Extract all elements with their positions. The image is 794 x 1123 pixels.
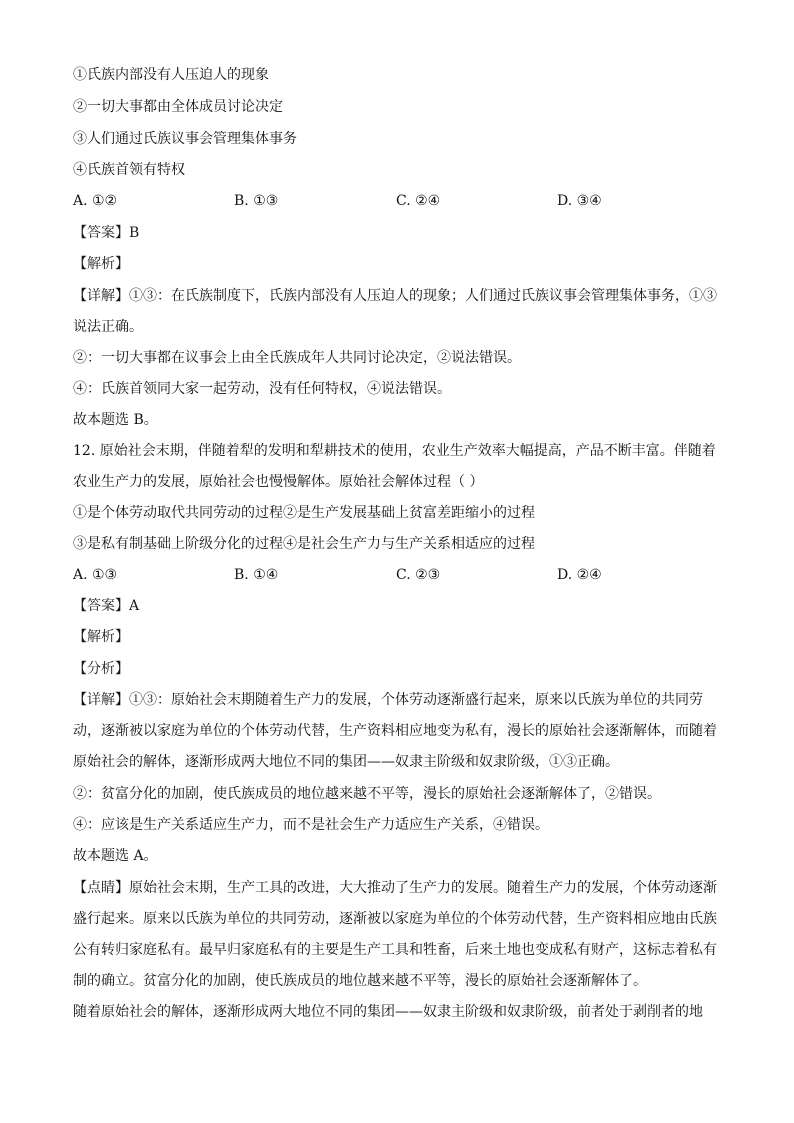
q11-detail-line-3: ②：一切大事都在议事会上由全氏族成年人共同讨论决定，②说法错误。 [73,350,521,366]
q12-detail-line-4: ②：贫富分化的加剧，使氏族成员的地位越来越不平等，漫长的原始社会逐渐解体了，②错误。 [73,786,661,802]
q12-detail-line-6: 故本题选 A。 [73,848,158,864]
q11-option-a: A. ①② [73,193,118,209]
q12-dianjing-line-4: 制的确立。贫富分化的加剧，使氏族成员的地位越来越不平等，漫长的原始社会逐渐解体了。 [73,973,647,989]
q11-detail-line-1: 【详解】①③：在氏族制度下，氏族内部没有人压迫人的现象；人们通过氏族议事会管理集体事务，①③ [73,288,717,304]
q12-dianjing-line-1: 【点睛】原始社会末期，生产工具的改进，大大推动了生产力的发展。随着生产力的发展，个体劳动逐渐 [73,880,717,896]
q12-dianjing-line-2: 盛行起来。原来以氏族为单位的共同劳动，逐渐被以家庭为单位的个体劳动代替，生产资料相应地由氏族 [73,911,717,927]
q12-statements-line-1: ①是个体劳动取代共同劳动的过程②是生产发展基础上贫富差距缩小的过程 [73,505,535,521]
q12-option-b: B. ①④ [234,567,279,583]
q12-fenxi-label: 【分析】 [73,661,129,677]
q12-detail-line-2: 动，逐渐被以家庭为单位的个体劳动代替，生产资料相应地变为私有，漫长的原始社会逐渐解体，而随着 [73,723,717,739]
q12-detail-line-1: 【详解】①③：原始社会末期随着生产力的发展，个体劳动逐渐盛行起来，原来以氏族为单位的共同劳 [73,692,703,708]
q12-statements-line-2: ③是私有制基础上阶级分化的过程④是社会生产力与生产关系相适应的过程 [73,536,535,552]
q12-answer: 【答案】A [73,598,140,614]
q11-detail-line-4: ④：氏族首领同大家一起劳动，没有任何特权，④说法错误。 [73,381,451,397]
q12-dianjing-line-5: 随着原始社会的解体，逐渐形成两大地位不同的集团——奴隶主阶级和奴隶阶级，前者处于剥削者的地 [73,1004,703,1020]
q12-stem-line-2: 农业生产力的发展，原始社会也慢慢解体。原始社会解体过程（ ） [73,474,484,490]
q11-statement-4: ④氏族首领有特权 [73,162,185,178]
q11-option-d: D. ③④ [557,193,602,209]
q12-stem-line-1: 12. 原始社会末期，伴随着犁的发明和犁耕技术的使用，农业生产效率大幅提高，产品不断丰富。伴随着 [73,443,716,459]
q11-statement-3: ③人们通过氏族议事会管理集体事务 [73,131,297,147]
q11-option-c: C. ②④ [396,193,441,209]
q11-statement-1: ①氏族内部没有人压迫人的现象 [73,67,269,83]
q11-detail-line-5: 故本题选 B。 [73,412,158,428]
q12-analysis-label: 【解析】 [73,629,129,645]
q12-option-a: A. ①③ [73,567,118,583]
q12-dianjing-line-3: 公有转归家庭私有。最早归家庭私有的主要是生产工具和牲畜，后来土地也变成私有财产，这标志着私有 [73,942,717,958]
q11-answer: 【答案】B [73,225,140,241]
q12-detail-line-3: 原始社会的解体，逐渐形成两大地位不同的集团——奴隶主阶级和奴隶阶级，①③正确。 [73,754,619,770]
q12-detail-line-5: ④：应该是生产关系适应生产力，而不是社会生产力适应生产关系，④错误。 [73,817,549,833]
q12-option-c: C. ②③ [396,567,441,583]
q11-statement-2: ②一切大事都由全体成员讨论决定 [73,99,283,115]
q12-option-d: D. ②④ [557,567,602,583]
q11-analysis-label: 【解析】 [73,256,129,272]
q11-option-b: B. ①③ [234,193,279,209]
q11-detail-line-2: 说法正确。 [73,319,143,335]
